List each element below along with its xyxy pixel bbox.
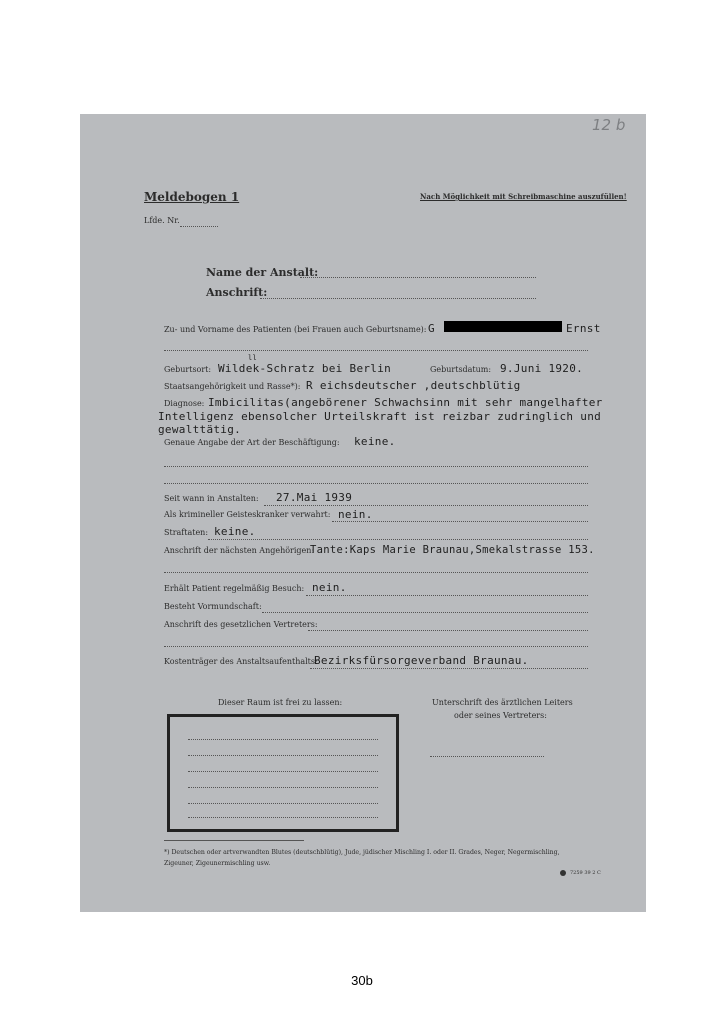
address-label: Anschrift: (206, 286, 268, 299)
address-line (260, 298, 536, 299)
institution-label: Name der Anstalt: (206, 266, 319, 279)
occupation-value: keine. (354, 435, 396, 448)
footnote-line-1: *) Deutschen oder artverwandten Blutes (deutschblütig), Jude, jüdischer Mischling I. oder II. Grades, Neger, Negermischling, (164, 849, 560, 856)
footnote-rule (164, 840, 304, 841)
reserved-line (188, 755, 378, 756)
cost-line (310, 668, 588, 669)
form-sheet (80, 114, 646, 912)
name-initial: G (428, 322, 435, 335)
birthplace-overtype: ll (248, 354, 258, 362)
signature-label-2: oder seines Vertreters: (454, 711, 547, 720)
page-footer: 30b (351, 973, 373, 988)
reserved-box (167, 714, 399, 832)
birthplace-label: Geburtsort: (164, 365, 212, 374)
name-line-2 (164, 350, 588, 351)
diagnosis-line-3: gewalttätig. (158, 423, 242, 436)
occupation-line-2 (164, 466, 588, 467)
name-label: Zu- und Vorname des Patienten (bei Frauen auch Geburtsname): (164, 325, 427, 334)
footnote-line-2: Zigeuner, Zigeunermischling usw. (164, 860, 271, 867)
since-line (264, 505, 588, 506)
corner-handwritten-number: 12 b (592, 116, 626, 134)
institution-line (300, 277, 536, 278)
diagnosis-line-1: Imbicilitas(angebörener Schwachsinn mit sehr mangelhafter (208, 396, 603, 409)
visits-value: nein. (312, 581, 347, 594)
signature-line (430, 756, 544, 757)
birthdate-label: Geburtsdatum: (430, 365, 492, 374)
reserved-line (188, 739, 378, 740)
cost-value: Bezirksfürsorgeverband Braunau. (314, 654, 529, 667)
relatives-label: Anschrift der nächsten Angehörigen: (164, 546, 315, 555)
citizenship-label: Staatsangehörigkeit und Rasse*): (164, 382, 301, 391)
criminal-label: Als krimineller Geisteskranker verwahrt: (164, 510, 331, 519)
legal-rep-line-2 (164, 646, 588, 647)
relatives-line-2 (164, 572, 588, 573)
offenses-line (208, 539, 588, 540)
occupation-label: Genaue Angabe der Art der Beschäftigung: (164, 438, 340, 447)
guardian-line (262, 612, 588, 613)
reserved-line (188, 803, 378, 804)
birthdate-value: 9.Juni 1920. (500, 362, 584, 375)
reserved-line (188, 771, 378, 772)
name-first: Ernst (566, 322, 601, 335)
visits-line (306, 595, 588, 596)
lfde-label: Lfde. Nr. (144, 216, 180, 225)
form-title: Meldebogen 1 (144, 190, 240, 204)
since-label: Seit wann in Anstalten: (164, 494, 259, 503)
diagnosis-label: Diagnose: (164, 399, 205, 408)
reserved-line (188, 817, 378, 818)
criminal-value: nein. (338, 508, 373, 521)
cost-label: Kostenträger des Anstaltsaufenthalts: (164, 657, 318, 666)
printer-mark-icon (560, 870, 566, 876)
citizenship-value: R eichsdeutscher ,deutschblütig (306, 379, 521, 392)
legal-rep-label: Anschrift des gesetzlichen Vertreters: (164, 620, 318, 629)
signature-label-1: Unterschrift des ärztlichen Leiters (432, 698, 573, 707)
criminal-line (332, 521, 588, 522)
since-value: 27.Mai 1939 (276, 491, 353, 504)
relatives-value: Tante:Kaps Marie Braunau,Smekalstrasse 153. (310, 544, 595, 556)
redaction-bar (444, 321, 562, 332)
offenses-label: Straftaten: (164, 528, 209, 537)
lfde-line (180, 226, 218, 227)
blank-space-label: Dieser Raum ist frei zu lassen: (218, 698, 343, 707)
occupation-line-3 (164, 483, 588, 484)
legal-rep-line (308, 630, 588, 631)
diagnosis-line-2: Intelligenz ebensolcher Urteilskraft ist reizbar zudringlich und (158, 410, 602, 423)
guardian-label: Besteht Vormundschaft: (164, 602, 262, 611)
typewriter-hint: Nach Möglichkeit mit Schreibmaschine auszufüllen! (420, 192, 627, 201)
offenses-value: keine. (214, 525, 256, 538)
print-code: 7259 39 2 C (570, 870, 601, 876)
reserved-line (188, 787, 378, 788)
birthplace-value: Wildek-Schratz bei Berlin (218, 362, 392, 375)
visits-label: Erhält Patient regelmäßig Besuch: (164, 584, 305, 593)
